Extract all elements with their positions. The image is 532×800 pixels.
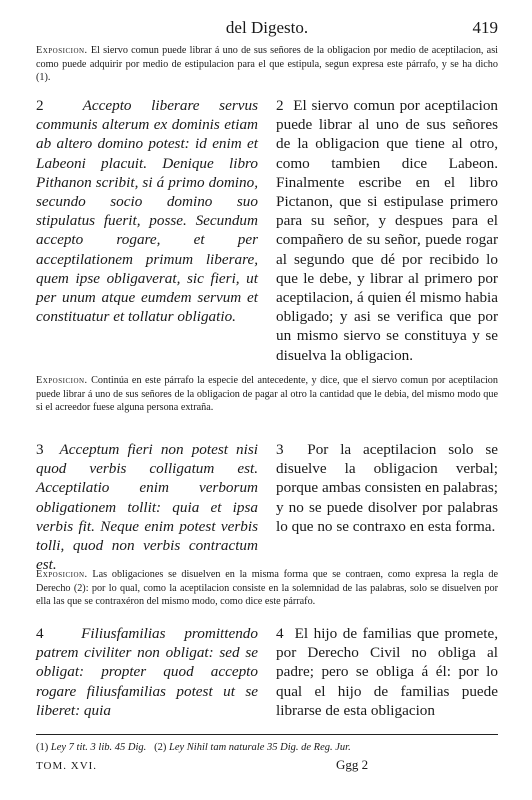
exposicion-label: Exposicion. — [36, 45, 88, 56]
latin-paragraph-2 — [36, 96, 258, 326]
latin-paragraph-3 — [36, 440, 258, 574]
exposicion-text: Continúa en este párrafo la especie del antecedente, y dice, que el siervo comun por aceptilacion puede librar á uno de sus señores de la obligacion de pagar al otro la cantidad que le debia, del mismo modo que si el acreedor fuese alguna persona extraña. — [36, 375, 498, 413]
page — [36, 0, 498, 800]
page-header — [36, 18, 498, 42]
exposicion-3 — [36, 568, 498, 609]
footnote-rule — [36, 734, 498, 735]
running-title: del Digesto. — [225, 18, 309, 37]
exposicion-2 — [36, 374, 498, 415]
paragraph-number: 2 — [276, 97, 284, 114]
exposicion-text: Las obligaciones se disuelven en la misma forma que se contraen, como expresa la regla de Derecho (2): por lo qual, como la aceptilacion consiste en la solemnidad de las palabras, solo se disuelven por ella las que se contraxéron del mismo modo, como dice este párrafo. — [36, 569, 499, 607]
page-number: 419 — [472, 18, 498, 37]
paragraph-number: 4 — [276, 625, 284, 642]
exposicion-1 — [36, 44, 498, 85]
signature-mark: Ggg 2 — [336, 757, 369, 772]
exposicion-text: El siervo comun puede librar á uno de sus señores de la obligacion por medio de aceptilacion, asi como puede adquirir por medio de estipulacion para el que estipula, segun expresa este párrafo, y se ha dicho (1). — [36, 45, 498, 83]
footnotes — [36, 741, 498, 755]
footnote-1-text: Ley 7 tit. 3 lib. 45 Dig. — [50, 742, 147, 753]
paragraph-number: 4 — [36, 625, 44, 642]
exposicion-label: Exposicion. — [36, 375, 88, 386]
latin-text: Filiusfamilias promittendo patrem civiliter non obligat: sed se obligat: propter quod accepto rogare filiusfamilias potest ut se liberet: quia — [36, 625, 258, 719]
footnote-2-mark: (2) — [154, 742, 167, 753]
footnote-2-text: Ley Nihil tam naturale 35 Dig. de Reg. Jur. — [169, 742, 351, 753]
paragraph-number: 2 — [36, 97, 44, 114]
paragraph-number: 3 — [276, 441, 284, 458]
spanish-paragraph-3 — [276, 440, 498, 536]
spanish-text: El siervo comun por aceptilacion puede librar al uno de sus señores de la obligacion que tiene al otro, como tambien dice Labeon. Finalmente escribe en el libro Pictanon, que si estipulase primero para su señor, y despues para el compañero de su señor, puede rogar al segundo que dé por recibido lo que le debe, y librar al primero por aceptilacion, á quien él mismo habia obligado; y asi se verifica que por un mismo siervo se constituya y se disuelva la obligacion. — [276, 97, 499, 364]
latin-paragraph-4 — [36, 624, 258, 720]
spanish-paragraph-4 — [276, 624, 498, 720]
exposicion-label: Exposicion. — [36, 569, 88, 580]
spanish-paragraph-2 — [276, 96, 498, 365]
paragraph-number: 3 — [36, 441, 44, 458]
spanish-text: Por la aceptilacion solo se disuelve la obligacion verbal; porque ambas consisten en palabras; y no se puede disolver por palabras lo que no se contraxo en esta forma. — [276, 441, 498, 535]
latin-text: Acceptum fieri non potest nisi quod verbis colligatum est. Acceptilatio enim verborum obligationem tollit: quia et ipsa verbis fit. Neque enim potest verbis tolli, quod non verbis contractum est. — [36, 441, 258, 574]
spanish-text: El hijo de familias que promete, por Derecho Civil no obliga al padre; pero se obliga á él: por lo qual el hijo de familias puede librarse de esta obligacion — [276, 625, 498, 719]
footnote-1-mark: (1) — [36, 742, 49, 753]
volume-label: TOM. XVI. — [36, 760, 98, 772]
latin-text: Accepto liberare servus communis alterum ex dominis etiam ab altero domino potest: id enim et Labeoni placuit. Denique libro Pithanon scribit, si á primo domino, secundo socio domino suo stipulatus fuerit, posse. Secundum accepto rogare, et per acceptilationem primum liberare, quem ipse obligaverat, sic fieri, ut per unum atque eumdem servum et constituatur et tollatur obligatio. — [36, 97, 258, 326]
